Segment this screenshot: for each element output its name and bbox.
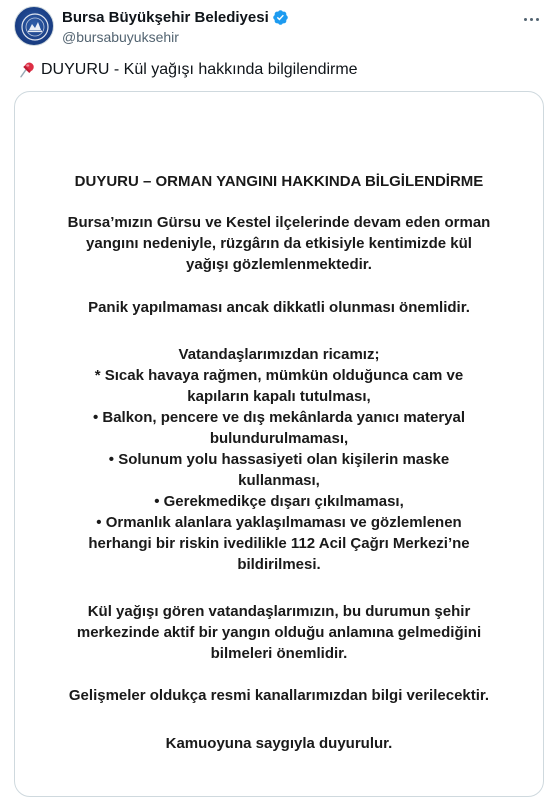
announcement-title: DUYURU – ORMAN YANGINI HAKKINDA BİLGİLENDİRME [74, 173, 484, 190]
text-line: • Solunum yolu hassasiyeti olan kişilerin maske [108, 451, 450, 468]
text-line: Gelişmeler oldukça resmi kanallarımızdan bilgi verilecektir. [68, 687, 490, 704]
panic-paragraph [51, 297, 507, 318]
text-line: Kül yağışı gören vatandaşlarımızın, bu durumun şehir [87, 603, 471, 620]
text-line: bildirilmesi. [237, 556, 321, 573]
text-line: Bursa’mızın Gürsu ve Kestel ilçelerinde devam eden orman [67, 214, 491, 231]
author-info [62, 8, 289, 45]
text-line: yağışı gözlemlenmektedir. [186, 256, 372, 273]
text-line: kullanması, [238, 472, 320, 489]
requests-section [51, 344, 507, 575]
tweet-header [14, 6, 543, 50]
display-name[interactable]: Bursa Büyükşehir Belediyesi [62, 9, 269, 26]
text-line: Kamuoyuna saygıyla duyurulur. [165, 735, 393, 752]
text-line: • Ormanlık alanlara yaklaşılmaması ve gözlemlenen [96, 514, 462, 531]
updates-paragraph [51, 685, 507, 706]
text-line: bulundurulmaması, [209, 430, 349, 447]
closing-paragraph [51, 733, 507, 754]
intro-paragraph [51, 212, 507, 275]
more-dot-icon [536, 18, 539, 21]
text-line: bilmeleri önemlidir. [210, 645, 348, 662]
municipality-logo-icon [15, 7, 54, 46]
tweet-text [18, 59, 543, 80]
more-options-button[interactable] [519, 10, 543, 28]
handle[interactable]: @bursabuyuksehir [62, 29, 179, 45]
ash-note-paragraph [51, 601, 507, 664]
tweet-body-text: DUYURU - Kül yağışı hakkında bilgilendirme [41, 61, 358, 78]
text-line: merkezinde aktif bir yangın olduğu anlamına gelmediğini [76, 624, 482, 641]
text-line: • Balkon, pencere ve dış mekânlarda yanıcı materyal [92, 409, 466, 426]
more-dot-icon [530, 18, 533, 21]
text-line: • Gerekmedikçe dışarı çıkılmaması, [154, 493, 404, 510]
text-line: kapıların kapalı tutulması, [187, 388, 371, 405]
requests-heading: Vatandaşlarımızdan ricamız; [178, 346, 380, 363]
verified-badge-icon [272, 9, 289, 26]
announcement-document [15, 92, 543, 796]
pushpin-icon [18, 61, 36, 79]
text-line: yangını nedeniyle, rüzgârın da etkisiyle kentimizde kül [86, 235, 472, 252]
avatar[interactable] [14, 6, 54, 46]
text-line: Panik yapılmaması ancak dikkatli olunması önemlidir. [88, 299, 470, 316]
text-line: * Sıcak havaya rağmen, mümkün olduğunca cam ve [94, 367, 464, 384]
more-dot-icon [524, 18, 527, 21]
text-line: herhangi bir riskin ivedilikle 112 Acil Çağrı Merkezi’ne [88, 535, 470, 552]
attached-image[interactable] [14, 91, 544, 797]
